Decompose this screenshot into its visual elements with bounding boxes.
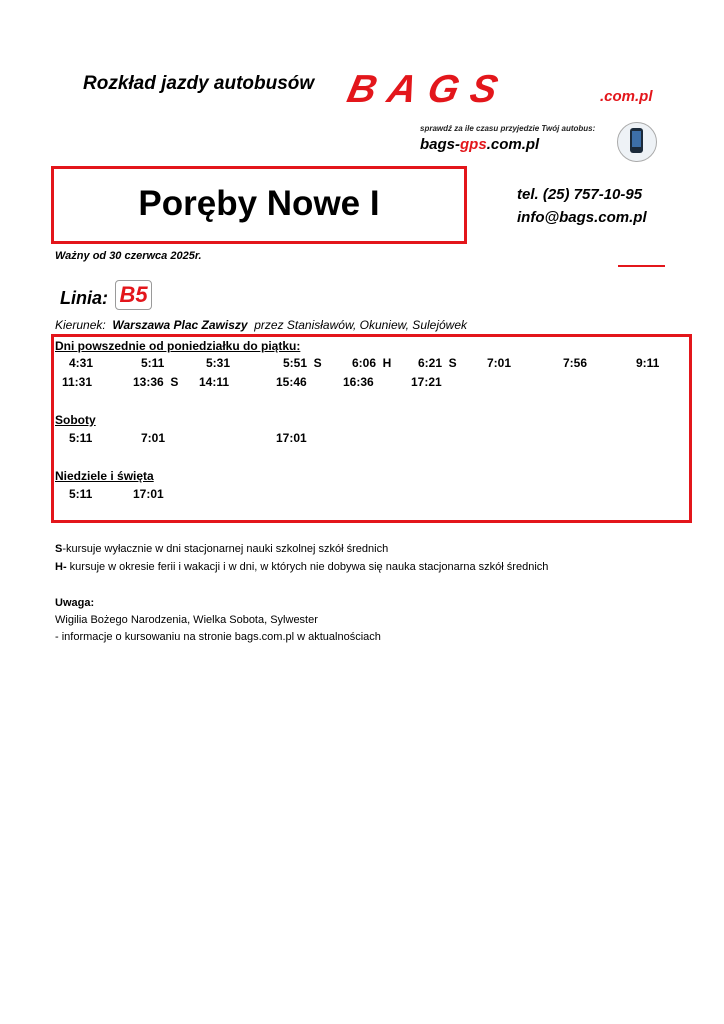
logo-wordmark: BAGS — [343, 68, 514, 111]
stop-name: Poręby Nowe I — [138, 184, 380, 223]
bags-logo — [343, 68, 688, 116]
departure-time: 5:31 — [206, 356, 231, 370]
gps-site-part-b: gps — [460, 136, 487, 153]
remark-line-2: - informacje o kursowaniu na stronie bags.com.pl w aktualnościach — [55, 631, 381, 643]
departure-time: 9:11 — [636, 356, 660, 370]
legend-h-text: kursuje w okresie ferii i wakacji i w dni, w których nie dobywa się nauka stacjonarna szkół średnich — [66, 561, 549, 573]
departure-time: 17:21 — [411, 375, 442, 389]
departure-time: 11:31 — [62, 375, 93, 389]
sundays-heading: Niedziele i święta — [55, 469, 154, 483]
legend-h — [55, 561, 548, 573]
line-number-badge: B5 — [115, 280, 152, 310]
departure-time: 17:01 — [276, 431, 307, 445]
departure-time: 7:01 — [487, 356, 512, 370]
departure-time: 5:11 — [141, 356, 165, 370]
departure-time: 5:51 S — [283, 356, 322, 370]
departure-time: 16:36 — [343, 375, 374, 389]
departure-time: 7:01 — [141, 431, 166, 445]
header-title: Rozkład jazdy autobusów — [83, 73, 315, 94]
gps-site-part-c: .com.pl — [486, 136, 540, 153]
departure-time: 13:36 S — [133, 375, 179, 389]
legend-h-key: H- — [55, 561, 67, 573]
gps-tagline: sprawdź za ile czasu przyjedzie Twój autobus: — [420, 124, 596, 133]
legend-s — [55, 543, 388, 555]
legend-s-text: -kursuje wyłacznie w dni stacjonarnej nauki szkolnej szkół średnich — [62, 543, 389, 555]
divider-line — [618, 265, 665, 267]
validity-date: Ważny od 30 czerwca 2025r. — [55, 250, 202, 262]
departure-time: 5:11 — [69, 487, 93, 501]
gps-site-link[interactable] — [420, 136, 539, 153]
line-label: Linia: — [60, 288, 108, 308]
gps-site-part-a: bags- — [420, 136, 461, 153]
departure-time: 15:46 — [276, 375, 307, 389]
contact-email[interactable]: info@bags.com.pl — [517, 209, 647, 226]
remark-title: Uwaga: — [55, 597, 95, 609]
departure-time: 5:11 — [69, 431, 93, 445]
direction-label: Kierunek: — [55, 318, 106, 332]
logo-domain: .com.pl — [600, 88, 653, 105]
departure-time: 17:01 — [133, 487, 164, 501]
departure-time: 6:06 H — [352, 356, 392, 370]
departure-time: 14:11 — [199, 375, 230, 389]
direction-via: przez Stanisławów, Okuniew, Sulejówek — [254, 318, 468, 332]
departure-time: 7:56 — [563, 356, 588, 370]
weekdays-heading: Dni powszednie od poniedziałku do piątku: — [55, 339, 301, 353]
direction — [55, 318, 467, 332]
saturdays-heading: Soboty — [55, 413, 96, 427]
remark-line-1: Wigilia Bożego Narodzenia, Wielka Sobota, Sylwester — [55, 614, 318, 626]
contact-phone[interactable]: tel. (25) 757-10-95 — [517, 186, 643, 203]
smartphone-icon — [617, 122, 657, 162]
departure-time: 4:31 — [69, 356, 94, 370]
legend-s-key: S — [55, 543, 63, 555]
direction-destination: Warszawa Plac Zawiszy — [112, 318, 248, 332]
departure-time: 6:21 S — [418, 356, 457, 370]
